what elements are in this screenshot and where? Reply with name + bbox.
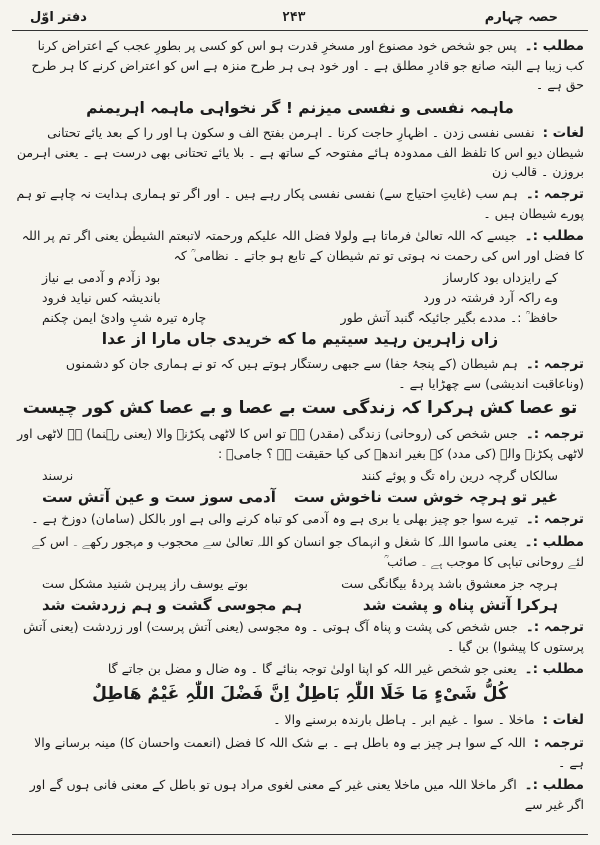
paragraph-label: ترجمہ :۔: [525, 619, 584, 635]
paragraph-text: ہم شیطان (کے پنجۂ جفا) سے جبھی رستگار ہوتے ہیں کہ تو نے ہماری جان کو دشمنوں (وناعاقبت اندیشی) سے چھڑایا ہے ۔: [65, 356, 584, 391]
page-body: [16, 36, 584, 835]
couplet-hemistich: بود زآدم و آدمی بے نیاز: [42, 270, 161, 285]
couplet: [16, 288, 584, 307]
paragraph-label: ترجمہ :۔: [525, 426, 584, 442]
couplet: [16, 486, 584, 508]
verse-line: زاں زاہرین رہید سیتیم ما که خریدی جاں مارا از عدا: [101, 330, 499, 348]
couplet: [16, 466, 584, 485]
text-paragraph: [16, 424, 584, 463]
couplet-hemistich: نرسند: [42, 468, 74, 483]
couplet-hemistich: بوتے یوسف راز پیرہن شنید مشکل ست: [42, 576, 249, 591]
paragraph-text: پس جو شخص خود مصنوع اور مسخرِ قدرت ہو اس کو کسی پر بطورِ عجب کے اعتراض کرنا کب زیبا ہے البتہ صانع جو قادرِ مطلق ہے ۔ اور خود ہی ہر طرح منزہ ہے اس کو اعتراض کرنے کا ہر طرح حق ہے ۔: [31, 38, 584, 92]
paragraph-label: ترجمہ :۔: [525, 511, 584, 527]
paragraph-text: ماخلا ۔ سوا ۔ غیم ابر ۔ ہاطل بارندہ برسنے والا ۔: [273, 712, 539, 727]
paragraph-text: یعنی جو شخص غیر اللہ کو اپنا اولیٰ توجہ بنائے گا ۔ وہ ضال و مضل بن جاتے گا: [107, 661, 521, 676]
page-number: ۲۴۳: [282, 10, 306, 25]
text-paragraph: [16, 226, 584, 265]
paragraph-text: اللہ کے سوا ہر چیز بے وہ باطل ہے ۔ بے شک اللہ کا فضل (انعمت واحسان کا) مینہ برسانے والا ہے ۔: [34, 735, 584, 770]
verse-line: ماہمہ نفسی و نفسی میزنم ! گر نخواہی ماہمہ اہریمنم: [86, 99, 514, 117]
verse-line: تو عصا کش ہرکرا کہ زندگی ست بے عصا و بے عصا کش کور چیست: [22, 398, 578, 418]
paragraph-text: نفسی نفسی زدن ۔ اظہارِ حاجت کرنا ۔ اہرمن بفتح الف و سکون ہا اور را کے بعد یائے تحتانی شیطان دیو اس کا تلفظ الف ممدودہ ہائے مفتوحہ کے ساتھ ہے ۔ بلا یائے تحتانی بھی درست ہے ۔ یعنی اہرمن بروزن ۔ قالب زن: [16, 125, 584, 179]
text-paragraph: [16, 36, 584, 94]
couplet-hemistich: ہرچہ جز معشوق باشد پردۂ بیگانگی ست: [341, 576, 558, 591]
couplet: [16, 268, 584, 287]
couplet-hemistich: چارہ تیرہ شبِ وادیٔ ایمن چکنم: [42, 310, 207, 325]
text-paragraph: [16, 617, 584, 656]
paragraph-text: جس شخص کی پشت و پناہ آگ ہوتی ۔ وہ مجوسی (یعنی آتش پرست) اور زردشت (یعنی آتش پرستوں کا پیشوا) بن گیا ۔: [23, 619, 584, 654]
text-paragraph: [16, 710, 584, 730]
paragraph-text: اگر ماخلا اللہ میں ماخلا یعنی غیر کے معنی لغوی مراد ہوں تو باطل کے معنی فانی ہوں گے اور اگر غیر سے: [29, 777, 584, 812]
footer-divider: [12, 834, 588, 835]
couplet-hemistich: کے رایزداں بود کارساز: [443, 270, 558, 285]
paragraph-text: جیسے کہ اللہ تعالیٰ فرماتا ہے ولولا فضل اللہ علیکم ورحمتہ لاتبعتم الشیطٰن یعنی اگر تم پر اللہ کا فضل اور اس کی رحمت نہ ہوتی تو تم شیطان کے تابع ہو جاتے ۔ نظامی ؒ کہ: [21, 228, 584, 263]
couplet-hemistich: ہم مجوسی گشت و ہم زردشت شد: [42, 596, 303, 614]
paragraph-label: ترجمہ :۔: [525, 186, 584, 202]
text-paragraph: [16, 733, 584, 772]
couplet-hemistich: آدمی سوز ست و عین آتش ست: [42, 488, 276, 506]
paragraph-text: جس شخص کی (روحانی) زندگی (مقدر) ہے تو اس کا لاٹھی پکڑنے والا (یعنی رہنما) ہے لاٹھی اور لاٹھی پکڑنے والے (کی مدد) کے بغیر اندھے کی کیا حقیقت ہے ؟ جامیؒ :: [17, 426, 584, 461]
text-paragraph: [16, 509, 584, 529]
paragraph-label: لغات :: [542, 712, 584, 728]
text-paragraph: [16, 354, 584, 393]
text-paragraph: [16, 532, 584, 571]
header-part: حصہ چہارم: [484, 10, 558, 25]
couplet-hemistich: وے راکہ آرد فرشتہ در ورد: [423, 290, 558, 305]
paragraph-label: مطلب :۔: [524, 661, 584, 677]
text-paragraph: [16, 184, 584, 223]
couplet-hemistich: ہرکرا آتش پناہ و پشت شد: [362, 596, 558, 614]
text-paragraph: [16, 659, 584, 679]
paragraph-label: مطلب :۔: [524, 38, 584, 54]
paragraph-text: ہم سب (غایتِ احتیاج سے) نفسی نفسی پکار رہے ہیں ۔ اور اگر تو ہماری ہدایت نہ چاہے تو ہم پورے شیطان ہیں ۔: [16, 186, 584, 221]
header-divider: [12, 30, 588, 31]
couplet-hemistich: باندیشہ کس نیاید فرود: [42, 290, 161, 305]
text-paragraph: [16, 775, 584, 814]
couplet: [16, 594, 584, 616]
couplet-hemistich: سالکاں گرچہ درین راہ تگ و پوئے کنند: [361, 468, 558, 483]
paragraph-label: مطلب :۔: [524, 777, 584, 793]
couplet-hemistich: حافظ ؒ :۔ مددے بگیر جائیکہ گنبد آتش طور: [340, 310, 558, 325]
paragraph-label: مطلب :۔: [524, 228, 584, 244]
header-volume: دفتر اوّل: [30, 10, 87, 25]
page-header: [14, 8, 586, 30]
paragraph-text: یعنی ماسوا اللہ کا شغل و انہماک جو انسان کو اللہ تعالیٰ سے محجوب و مہجور رکھے ۔ اس کے لئے روحانی تباہی کا موجب ہے ۔ صائب ؒ: [31, 534, 584, 569]
text-paragraph: [16, 123, 584, 181]
verse-line: کُلُّ شَیْءٍ مَا خَلَا اللّٰہِ بَاطِلٌ اِنَّ فَضْلَ اللّٰہِ غَیْمٌ ھَاطِلٌ: [92, 684, 508, 704]
couplet-hemistich: غیر تو ہرچہ خوش ست ناخوش ست: [293, 488, 558, 506]
paragraph-label: ترجمہ :۔: [525, 356, 584, 372]
couplet: [16, 574, 584, 593]
paragraph-label: مطلب :۔: [524, 534, 584, 550]
couplet: [16, 308, 584, 327]
paragraph-label: ترجمہ :: [533, 735, 584, 751]
paragraph-label: لغات :: [542, 125, 584, 141]
paragraph-text: تیرے سوا جو چیز بھلی یا بری ہے وہ آدمی کو تباہ کرنے والی ہے اور بالکل (سامان) دوزخ ہے ۔: [31, 511, 522, 526]
